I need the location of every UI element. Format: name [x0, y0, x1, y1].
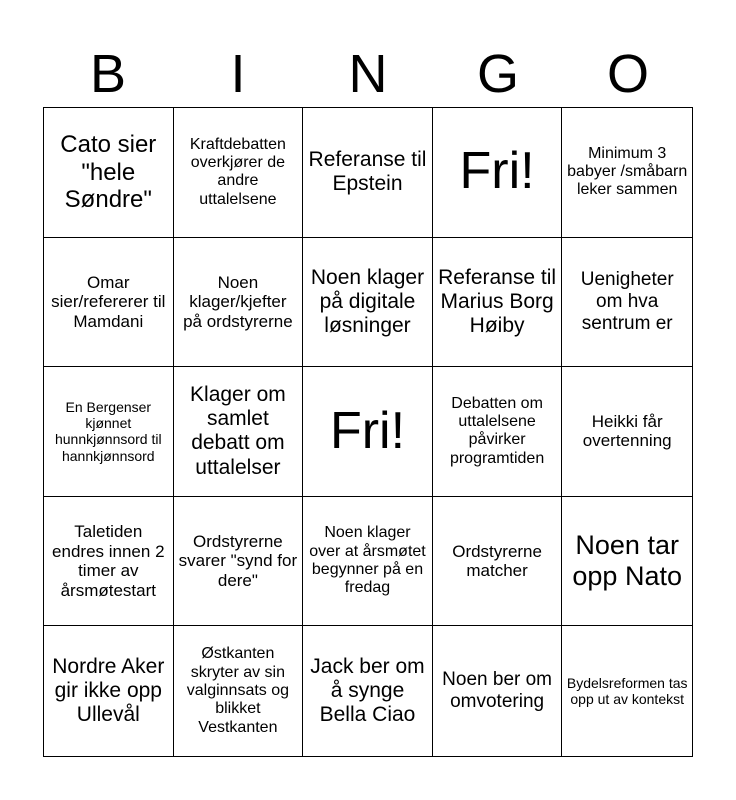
header-letter-g: G	[476, 44, 519, 104]
cell-text: Fri!	[329, 401, 406, 460]
header-letter-o: O	[606, 44, 649, 104]
bingo-cell-4-2[interactable]	[174, 497, 304, 627]
bingo-header	[43, 40, 693, 108]
cell-text: Noen ber om omvotering	[442, 669, 553, 713]
bingo-cell-5-5[interactable]	[562, 626, 692, 756]
header-letter-n: N	[348, 44, 388, 104]
bingo-cell-3-4[interactable]	[433, 367, 563, 497]
bingo-cell-4-3[interactable]	[303, 497, 433, 627]
bingo-cell-4-5[interactable]	[562, 497, 692, 627]
cell-text: Fri!	[459, 142, 535, 201]
bingo-cell-4-4[interactable]	[433, 497, 563, 627]
cell-text: Noen klager på digitale løsninger	[310, 265, 425, 337]
cell-text: Klager om samlet debatt om uttalelser	[190, 383, 286, 479]
bingo-cell-1-1[interactable]	[44, 108, 174, 238]
header-letter-i: I	[230, 44, 246, 104]
bingo-cell-3-1[interactable]	[44, 367, 174, 497]
cell-text: Taletiden endres innen 2 timer av årsmøtestart	[52, 522, 165, 600]
header-letter-b: B	[89, 44, 127, 104]
bingo-cell-5-4[interactable]	[433, 626, 563, 756]
bingo-cell-2-3[interactable]	[303, 238, 433, 368]
cell-text: Omar sier/refererer til Mamdani	[51, 272, 166, 331]
bingo-cell-3-2[interactable]	[174, 367, 304, 497]
bingo-grid	[43, 107, 693, 757]
cell-text: Noen klager/kjefter på ordstyrerne	[183, 272, 293, 331]
cell-text: Debatten om uttalelsene påvirker programtiden	[449, 394, 545, 467]
bingo-cell-3-5[interactable]	[562, 367, 692, 497]
bingo-cell-5-3[interactable]	[303, 626, 433, 756]
bingo-cell-1-3[interactable]	[303, 108, 433, 238]
bingo-cell-1-2[interactable]	[174, 108, 304, 238]
cell-text: Noen klager over at årsmøtet begynner på en fredag	[309, 524, 426, 597]
bingo-cell-5-2[interactable]	[174, 626, 304, 756]
cell-text: Østkanten skryter av sin valginnsats og blikket Vestkanten	[186, 645, 290, 736]
cell-text: Jack ber om å synge Bella Ciao	[310, 654, 425, 727]
bingo-cell-2-2[interactable]	[174, 238, 304, 368]
bingo-cell-2-4[interactable]	[433, 238, 563, 368]
cell-text: Kraftdebatten overkjører de andre uttalelsene	[189, 135, 286, 208]
cell-text: Referanse til Epstein	[308, 148, 427, 196]
cell-text: Referanse til Marius Borg Høiby	[438, 265, 557, 337]
cell-text: En Bergenser kjønnet hunnkjønnsord til hannkjønnsord	[54, 399, 162, 464]
bingo-cell-3-3-free[interactable]	[303, 367, 433, 497]
cell-text: Ordstyrerne matcher	[452, 541, 542, 581]
bingo-cell-1-5[interactable]	[562, 108, 692, 238]
cell-text: Uenigheter om hva sentrum er	[580, 269, 674, 334]
cell-text: Minimum 3 babyer /småbarn leker sammen	[567, 144, 688, 199]
cell-text: Cato sier "hele Søndre"	[60, 130, 157, 214]
bingo-cell-2-1[interactable]	[44, 238, 174, 368]
bingo-cell-4-1[interactable]	[44, 497, 174, 627]
cell-text: Heikki får overtenning	[582, 411, 672, 451]
bingo-cell-2-5[interactable]	[562, 238, 692, 368]
cell-text: Bydelsreformen tas opp ut av kontekst	[566, 675, 688, 708]
cell-text: Noen tar opp Nato	[572, 530, 682, 592]
cell-text: Ordstyrerne svarer "synd for dere"	[178, 531, 298, 590]
cell-text: Nordre Aker gir ikke opp Ullevål	[52, 654, 165, 727]
bingo-cell-1-4-free[interactable]	[433, 108, 563, 238]
bingo-cell-5-1[interactable]	[44, 626, 174, 756]
